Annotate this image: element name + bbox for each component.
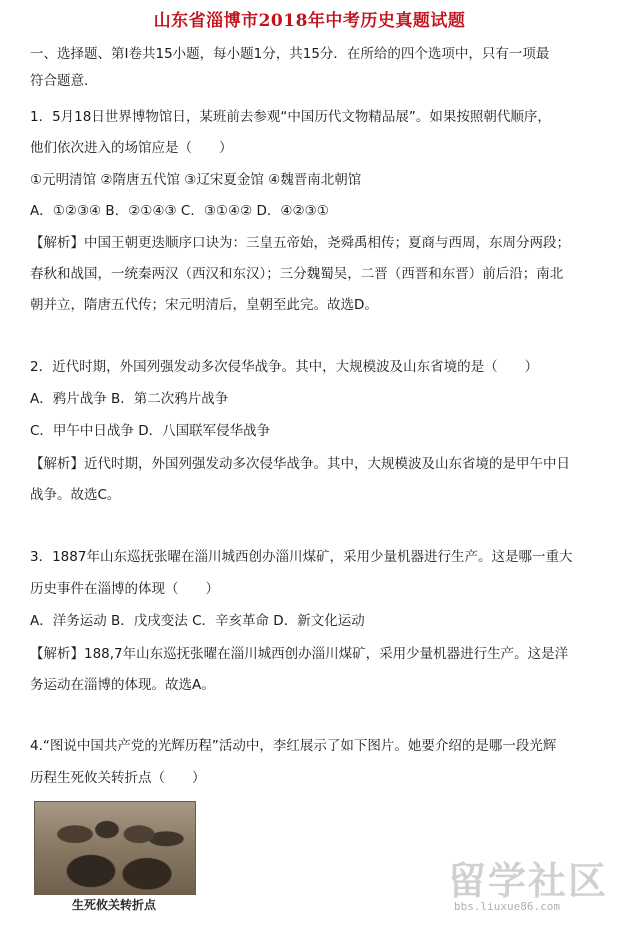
section-instruction-line-1: 一、选择题、第Ⅰ卷共15小题，每小题1分，共15分．在所给的四个选项中，只有一项最 — [30, 46, 550, 62]
site-watermark — [448, 850, 613, 920]
q1-analysis-text-1: 中国王朝更迭顺序口诀为：三皇五帝始，尧舜禹相传；夏商与西周，东周分两段； — [84, 235, 570, 251]
q4-stem-line-2: 历程生死攸关转折点（ ） — [30, 770, 206, 786]
q3-analysis-tag: 【解析】 — [30, 646, 84, 662]
historical-photo — [34, 801, 196, 895]
q2-analysis-text-1: 近代时期，外国列强发动多次侵华战争。其中，大规模波及山东省境的是甲午中日 — [84, 456, 570, 472]
q1-options: A．①②③④ B．②①④③ C．③①④② D．④②③① — [30, 203, 329, 219]
q1-items: ①元明清馆 ②隋唐五代馆 ③辽宋夏金馆 ④魏晋南北朝馆 — [30, 172, 362, 188]
q2-analysis-tag: 【解析】 — [30, 456, 84, 472]
q3-analysis-text-1: 188,7年山东巡抚张曜在淄川城西创办淄川煤矿，采用少量机器进行生产。这是洋 — [84, 646, 569, 662]
q3-stem-line-2: 历史事件在淄博的体现（ ） — [30, 581, 219, 597]
watermark-url: bbs.liuxue86.com — [454, 900, 560, 913]
q1-analysis-line-1 — [30, 234, 570, 252]
section-instruction-line-2: 符合题意． — [30, 73, 98, 89]
q2-stem-line-1: 2．近代时期，外国列强发动多次侵华战争。其中，大规模波及山东省境的是（ ） — [30, 359, 539, 375]
q1-stem-line-2: 他们依次进入的场馆应是（ ） — [30, 140, 233, 156]
q3-analysis-line-1 — [30, 645, 568, 663]
q1-analysis-line-2: 春秋和战国，一统秦两汉（西汉和东汉）；三分魏蜀吴，二晋（西晋和东晋）前后沿；南北 — [30, 266, 564, 282]
photo-caption: 生死攸关转折点 — [71, 898, 156, 912]
q2-analysis-line-2: 战争。故选C。 — [30, 487, 121, 503]
q3-analysis-line-2: 务运动在淄博的体现。故选A。 — [30, 677, 215, 693]
q4-stem-line-1: 4.“图说中国共产党的光辉历程”活动中，李红展示了如下图片。她要介绍的是哪一段光辉 — [30, 738, 557, 754]
q3-stem-line-1: 3．1887年山东巡抚张曜在淄川城西创办淄川煤矿，采用少量机器进行生产。这是哪一重大 — [30, 549, 573, 565]
q1-analysis-line-3: 朝并立，隋唐五代传；宋元明清后，皇朝至此完。故选D。 — [30, 297, 378, 313]
q2-options-line-2: C．甲午中日战争 D．八国联军侵华战争 — [30, 423, 271, 439]
q2-options-line-1: A．鸦片战争 B．第二次鸦片战争 — [30, 391, 229, 407]
q2-analysis-line-1 — [30, 455, 570, 473]
q1-analysis-tag: 【解析】 — [30, 235, 84, 251]
document-title: 山东省淄博市2018年中考历史真题试题 — [153, 11, 466, 31]
watermark-logo-text: 留学社区 — [448, 859, 609, 903]
q3-options: A．洋务运动 B．戊戌变法 C．辛亥革命 D．新文化运动 — [30, 613, 365, 629]
q1-stem-line-1: 1．5月18日世界博物馆日，某班前去参观“中国历代文物精品展”。如果按照朝代顺序， — [30, 109, 551, 125]
